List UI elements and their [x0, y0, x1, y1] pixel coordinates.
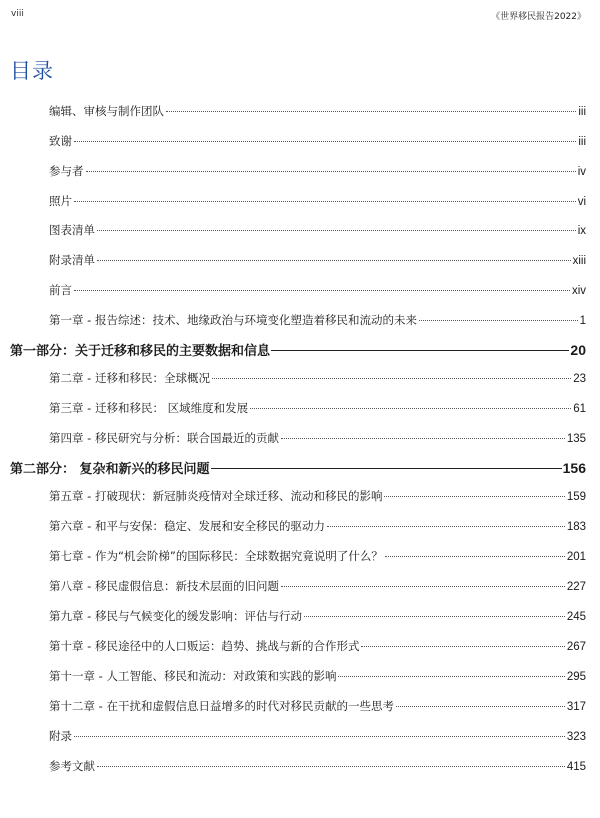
toc-entry-label: 第三章 - 迁移和移民： 区域维度和发展	[49, 401, 249, 415]
toc-entry-label: 第八章 - 移民虚假信息：新技术层面的旧问题	[49, 579, 279, 593]
toc-entry-label: 图表清单	[49, 223, 95, 237]
toc-entry-page: 23	[573, 373, 586, 385]
toc-leader-dots	[74, 290, 570, 291]
toc-entry[interactable]	[49, 312, 586, 328]
toc-entry-label: 第一章 - 报告综述：技术、地缘政治与环境变化塑造着移民和流动的未来	[49, 313, 417, 327]
toc-entry-page: ix	[577, 225, 586, 237]
toc-entry-label: 第十二章 - 在干扰和虚假信息日益增多的时代对移民贡献的一些思考	[49, 699, 394, 713]
toc-leader-dots	[385, 556, 565, 557]
toc-entry[interactable]	[49, 103, 586, 119]
toc-entry[interactable]	[49, 400, 586, 416]
toc-leader-dots	[271, 350, 569, 351]
toc-leader-dots	[166, 111, 576, 112]
toc-entry[interactable]	[49, 728, 586, 744]
toc-entry[interactable]	[49, 133, 586, 149]
toc-leader-dots	[304, 616, 565, 617]
toc-entry-page: 61	[573, 403, 586, 415]
toc-entry-page: 1	[579, 315, 586, 327]
toc-leader-dots	[396, 706, 565, 707]
toc-entry-page: 245	[566, 611, 586, 623]
toc-entry-page: 317	[566, 701, 586, 713]
toc-entry-page: 201	[566, 551, 586, 563]
toc-leader-dots	[419, 320, 578, 321]
toc-leader-dots	[86, 171, 576, 172]
toc-entry[interactable]	[49, 252, 586, 268]
toc-leader-dots	[97, 260, 571, 261]
toc-entry-label: 第二部分： 复杂和新兴的移民问题	[10, 462, 210, 477]
toc-entry-page: 183	[566, 521, 586, 533]
toc-entry-page: xiii	[572, 255, 586, 267]
toc-leader-dots	[97, 766, 565, 767]
toc-leader-dots	[250, 408, 571, 409]
toc-entry-page: 135	[566, 433, 586, 445]
toc-entry[interactable]	[49, 163, 586, 179]
toc-entry-page: 159	[566, 491, 586, 503]
toc-leader-dots	[384, 496, 564, 497]
toc-leader-dots	[212, 378, 571, 379]
toc-leader-dots	[281, 586, 565, 587]
toc-entry-label: 第十一章 - 人工智能、移民和流动：对政策和实践的影响	[49, 669, 337, 683]
toc-entry-label: 编辑、审核与制作团队	[49, 104, 164, 118]
toc-entry-label: 第六章 - 和平与安保：稳定、发展和安全移民的驱动力	[49, 519, 325, 533]
toc-entry-label: 致谢	[49, 134, 72, 148]
toc-entry-label: 第七章 - 作为“机会阶梯”的国际移民：全球数据究竟说明了什么？	[49, 549, 383, 563]
toc-entry-page: 295	[566, 671, 586, 683]
header-page-number: viii	[11, 9, 24, 19]
toc-leader-dots	[211, 468, 562, 469]
toc-entry[interactable]	[49, 430, 586, 446]
toc-entry-page: 156	[562, 460, 586, 476]
toc-entry-label: 照片	[49, 194, 72, 208]
toc-leader-dots	[327, 526, 565, 527]
toc-entry-label: 前言	[49, 283, 72, 297]
toc-entry[interactable]	[49, 370, 586, 386]
toc-entry-label: 第五章 - 打破现状：新冠肺炎疫情对全球迁移、流动和移民的影响	[49, 489, 383, 503]
toc-leader-dots	[97, 230, 576, 231]
toc-entry[interactable]	[49, 488, 586, 504]
toc-entry-page: 20	[570, 342, 586, 358]
toc-entry[interactable]	[49, 222, 586, 238]
toc-entry-page: xiv	[571, 285, 586, 297]
toc-leader-dots	[281, 438, 565, 439]
toc-entry[interactable]	[49, 608, 586, 624]
toc-entry[interactable]	[49, 193, 586, 209]
toc-leader-dots	[74, 141, 576, 142]
toc-entry-page: iii	[578, 106, 586, 118]
toc-entry-label: 参与者	[49, 164, 84, 178]
toc-entry[interactable]	[49, 548, 586, 564]
toc-entry-label: 附录清单	[49, 253, 95, 267]
toc-leader-dots	[338, 676, 564, 677]
toc-leader-dots	[74, 736, 565, 737]
toc-entry-page: 267	[566, 641, 586, 653]
toc-entry[interactable]	[49, 518, 586, 534]
toc-entry-label: 第十章 - 移民途径中的人口贩运：趋势、挑战与新的合作形式	[49, 639, 360, 653]
toc-entry[interactable]	[49, 668, 586, 684]
toc-entry-page: vi	[577, 196, 586, 208]
toc-heading: 目录	[10, 59, 54, 83]
toc-entry-label: 附录	[49, 729, 72, 743]
toc-entry-page: 323	[566, 731, 586, 743]
toc-entry[interactable]	[49, 758, 586, 774]
toc-entry-label: 第九章 - 移民与气候变化的缓发影响：评估与行动	[49, 609, 302, 623]
toc-entry-label: 第二章 - 迁移和移民：全球概况	[49, 371, 210, 385]
toc-entry-page: iii	[578, 136, 586, 148]
toc-entry-label: 参考文献	[49, 759, 95, 773]
toc-part-entry[interactable]	[10, 340, 586, 359]
toc-entry-label: 第一部分：关于迁移和移民的主要数据和信息	[10, 344, 271, 359]
toc-entry[interactable]	[49, 698, 586, 714]
header-report-title: 《世界移民报告2022》	[491, 12, 586, 22]
toc-entry[interactable]	[49, 578, 586, 594]
toc-entry[interactable]	[49, 282, 586, 298]
toc-part-entry[interactable]	[10, 458, 586, 477]
toc-entry-label: 第四章 - 移民研究与分析：联合国最近的贡献	[49, 431, 279, 445]
toc-entry-page: iv	[577, 166, 586, 178]
toc-entry[interactable]	[49, 638, 586, 654]
toc-entry-page: 227	[566, 581, 586, 593]
toc-entry-page: 415	[566, 761, 586, 773]
toc-leader-dots	[74, 201, 576, 202]
toc-leader-dots	[361, 646, 564, 647]
